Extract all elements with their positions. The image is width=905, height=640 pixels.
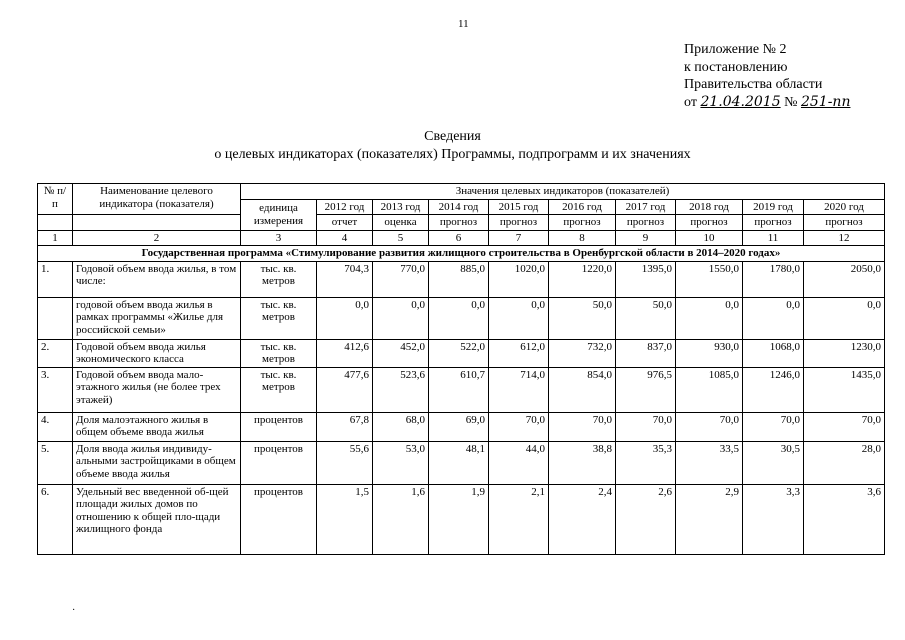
year-header: 2019 год xyxy=(743,199,804,215)
row-value: 68,0 xyxy=(373,412,429,441)
header-row-1 xyxy=(38,184,885,200)
row-value: 1435,0 xyxy=(804,367,885,412)
row-value: 44,0 xyxy=(489,441,549,484)
handwritten-date: 21.04.2015 xyxy=(700,93,781,110)
row-value: 1020,0 xyxy=(489,261,549,297)
row-value: 1,6 xyxy=(373,484,429,554)
column-number: 2 xyxy=(73,230,241,246)
header-values: Значения целевых индикаторов (показателей) xyxy=(241,184,885,200)
row-value: 38,8 xyxy=(549,441,616,484)
row-value: 0,0 xyxy=(429,297,489,339)
status-header: прогноз xyxy=(549,215,616,231)
status-header: прогноз xyxy=(489,215,549,231)
row-value: 0,0 xyxy=(804,297,885,339)
row-value: 33,5 xyxy=(676,441,743,484)
row-value: 714,0 xyxy=(489,367,549,412)
year-header: 2016 год xyxy=(549,199,616,215)
row-value: 70,0 xyxy=(489,412,549,441)
row-value: 1068,0 xyxy=(743,339,804,367)
row-value: 2,9 xyxy=(676,484,743,554)
table-row xyxy=(38,339,885,367)
row-value: 53,0 xyxy=(373,441,429,484)
row-value: 70,0 xyxy=(549,412,616,441)
status-header: прогноз xyxy=(804,215,885,231)
row-value: 67,8 xyxy=(317,412,373,441)
column-number: 7 xyxy=(489,230,549,246)
status-header: прогноз xyxy=(429,215,489,231)
row-indicator-name: Удельный вес введенной об-щей площади жилых домов по отношению к общей пло-щади жилищного фонда xyxy=(73,484,241,554)
row-value: 50,0 xyxy=(549,297,616,339)
row-indicator-name: Доля ввода жилья индивиду-альными застройщиками в общем объеме ввода жилья xyxy=(73,441,241,484)
row-value: 70,0 xyxy=(676,412,743,441)
row-unit: тыс. кв. метров xyxy=(241,339,317,367)
row-value: 704,3 xyxy=(317,261,373,297)
row-value: 55,6 xyxy=(317,441,373,484)
appendix-line1: Приложение № 2 xyxy=(684,42,787,57)
status-header: прогноз xyxy=(743,215,804,231)
row-value: 70,0 xyxy=(616,412,676,441)
status-header: отчет xyxy=(317,215,373,231)
row-value: 732,0 xyxy=(549,339,616,367)
row-value: 0,0 xyxy=(317,297,373,339)
row-value: 2,6 xyxy=(616,484,676,554)
status-header: прогноз xyxy=(616,215,676,231)
row-value: 30,5 xyxy=(743,441,804,484)
row-value: 3,6 xyxy=(804,484,885,554)
row-value: 28,0 xyxy=(804,441,885,484)
row-value: 1780,0 xyxy=(743,261,804,297)
row-value: 69,0 xyxy=(429,412,489,441)
column-number: 8 xyxy=(549,230,616,246)
row-value: 1085,0 xyxy=(676,367,743,412)
row-value: 930,0 xyxy=(676,339,743,367)
column-number-row xyxy=(38,230,885,246)
row-value: 3,3 xyxy=(743,484,804,554)
header-num: № п/п xyxy=(38,184,73,215)
row-indicator-name: Годовой объем ввода жилья экономического класса xyxy=(73,339,241,367)
row-unit: процентов xyxy=(241,441,317,484)
year-header: 2017 год xyxy=(616,199,676,215)
column-number: 12 xyxy=(804,230,885,246)
row-value: 1220,0 xyxy=(549,261,616,297)
appendix-block xyxy=(684,41,850,111)
number-prefix: № xyxy=(784,94,798,110)
row-value: 612,0 xyxy=(489,339,549,367)
row-value: 477,6 xyxy=(317,367,373,412)
row-value: 1,5 xyxy=(317,484,373,554)
column-number: 3 xyxy=(241,230,317,246)
row-value: 2,1 xyxy=(489,484,549,554)
row-value: 0,0 xyxy=(489,297,549,339)
document-heading xyxy=(0,128,905,164)
column-number: 11 xyxy=(743,230,804,246)
row-indicator-name: Годовой объем ввода жилья, в том числе: xyxy=(73,261,241,297)
column-number: 6 xyxy=(429,230,489,246)
row-number: 3. xyxy=(38,367,73,412)
section-title: Государственная программа «Стимулирование развития жилищного строительства в Оренбургской области в 2014–2020 годах» xyxy=(38,246,885,262)
appendix-date-line xyxy=(684,94,850,112)
row-value: 2050,0 xyxy=(804,261,885,297)
row-value: 0,0 xyxy=(676,297,743,339)
status-header: оценка xyxy=(373,215,429,231)
heading-subtitle: о целевых индикаторах (показателях) Программы, подпрограмм и их значениях xyxy=(214,147,691,162)
table-row xyxy=(38,484,885,554)
row-value: 1246,0 xyxy=(743,367,804,412)
page-number: 11 xyxy=(458,18,469,30)
year-header: 2020 год xyxy=(804,199,885,215)
row-value: 70,0 xyxy=(804,412,885,441)
row-unit: тыс. кв. метров xyxy=(241,367,317,412)
row-value: 1230,0 xyxy=(804,339,885,367)
row-indicator-name: годовой объем ввода жилья в рамках программы «Жилье для российской семьи» xyxy=(73,297,241,339)
appendix-line2: к постановлению xyxy=(684,59,788,75)
row-value: 412,6 xyxy=(317,339,373,367)
row-number: 5. xyxy=(38,441,73,484)
status-header: прогноз xyxy=(676,215,743,231)
row-value: 2,4 xyxy=(549,484,616,554)
table-row xyxy=(38,412,885,441)
header-blank xyxy=(73,215,241,231)
row-value: 854,0 xyxy=(549,367,616,412)
row-unit: тыс. кв. метров xyxy=(241,261,317,297)
year-header: 2013 год xyxy=(373,199,429,215)
column-number: 10 xyxy=(676,230,743,246)
year-header: 2014 год xyxy=(429,199,489,215)
row-value: 976,5 xyxy=(616,367,676,412)
row-unit: тыс. кв. метров xyxy=(241,297,317,339)
row-value: 523,6 xyxy=(373,367,429,412)
year-header: 2012 год xyxy=(317,199,373,215)
appendix-line3: Правительства области xyxy=(684,77,823,92)
indicators-table xyxy=(37,183,885,555)
row-value: 70,0 xyxy=(743,412,804,441)
row-value: 35,3 xyxy=(616,441,676,484)
row-unit: процентов xyxy=(241,484,317,554)
row-value: 1395,0 xyxy=(616,261,676,297)
row-value: 0,0 xyxy=(373,297,429,339)
column-number: 4 xyxy=(317,230,373,246)
row-indicator-name: Доля малоэтажного жилья в общем объеме ввода жилья xyxy=(73,412,241,441)
row-number: 2. xyxy=(38,339,73,367)
row-number: 6. xyxy=(38,484,73,554)
header-blank xyxy=(38,215,73,231)
table-row xyxy=(38,261,885,297)
row-value: 610,7 xyxy=(429,367,489,412)
row-value: 1,9 xyxy=(429,484,489,554)
stray-mark: · xyxy=(72,605,76,616)
table-row xyxy=(38,441,885,484)
row-number: 1. xyxy=(38,261,73,297)
table-row xyxy=(38,367,885,412)
row-number: 4. xyxy=(38,412,73,441)
row-value: 48,1 xyxy=(429,441,489,484)
column-number: 5 xyxy=(373,230,429,246)
handwritten-number: 251-пп xyxy=(800,93,851,110)
row-value: 452,0 xyxy=(373,339,429,367)
table-row xyxy=(38,297,885,339)
header-unit: единица измерения xyxy=(241,199,317,230)
row-value: 1550,0 xyxy=(676,261,743,297)
row-value: 770,0 xyxy=(373,261,429,297)
row-value: 837,0 xyxy=(616,339,676,367)
row-value: 522,0 xyxy=(429,339,489,367)
year-header: 2015 год xyxy=(489,199,549,215)
row-number xyxy=(38,297,73,339)
row-value: 0,0 xyxy=(743,297,804,339)
year-header: 2018 год xyxy=(676,199,743,215)
row-unit: процентов xyxy=(241,412,317,441)
column-number: 1 xyxy=(38,230,73,246)
date-prefix: от xyxy=(684,94,697,110)
row-indicator-name: Годовой объем ввода мало-этажного жилья (не более трех этажей) xyxy=(73,367,241,412)
row-value: 50,0 xyxy=(616,297,676,339)
section-row xyxy=(38,246,885,262)
row-value: 885,0 xyxy=(429,261,489,297)
heading-title: Сведения xyxy=(424,129,481,144)
column-number: 9 xyxy=(616,230,676,246)
header-name: Наименование целевого индикатора (показателя) xyxy=(73,184,241,215)
header-row-3 xyxy=(38,215,885,231)
